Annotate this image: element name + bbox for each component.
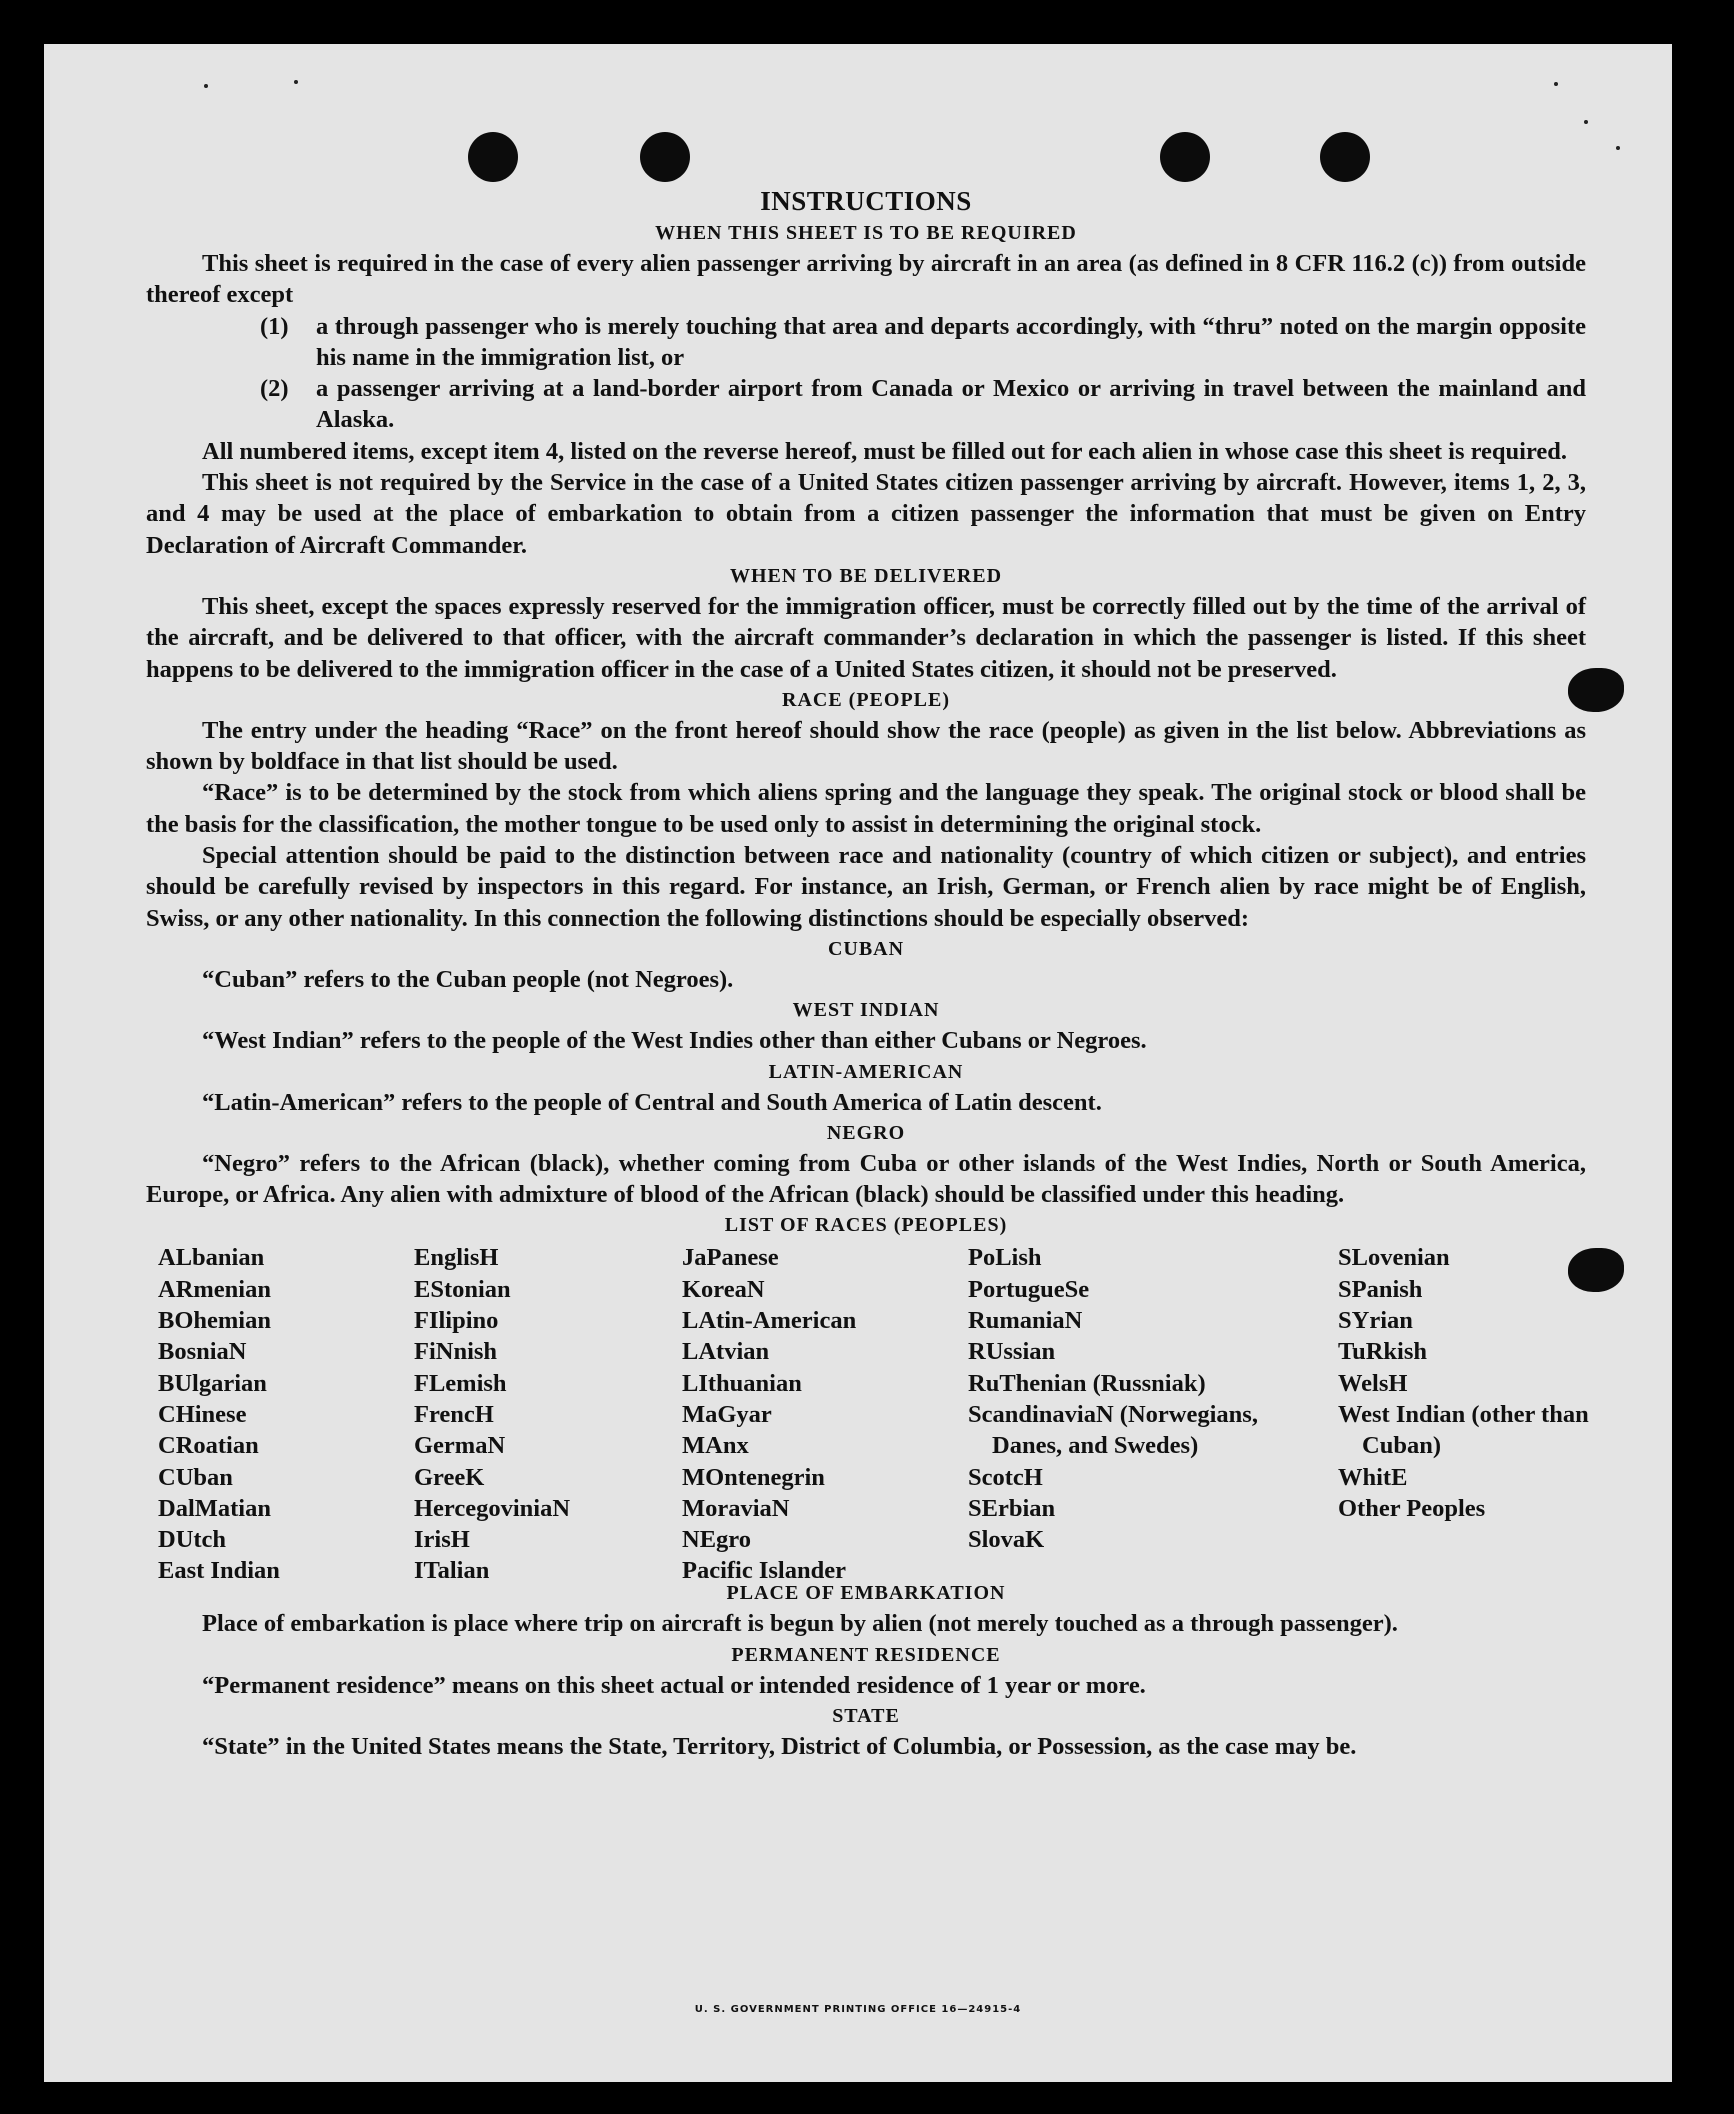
- list-item: [260, 311, 1586, 374]
- paragraph: “Permanent residence” means on this sheet actual or intended residence of 1 year or more.: [202, 1671, 1146, 1699]
- paragraph: The entry under the heading “Race” on the front hereof should show the race (people) as given in the list below. Abbreviations as shown by boldface in that list should be used.: [146, 716, 1586, 776]
- list-number: (1): [260, 312, 289, 340]
- list-text: a through passenger who is merely touching that area and departs accordingly, with “thru” noted on the margin opposite his name in the immigration list, or: [316, 312, 1586, 371]
- race-entry: ARmenian: [158, 1275, 271, 1303]
- races-column-5: [1338, 1242, 1600, 1524]
- section-heading-west-indian: WEST INDIAN: [792, 999, 940, 1022]
- section-heading-latin-american: LATIN-AMERICAN: [768, 1060, 964, 1083]
- section-heading-list-of-races: LIST OF RACES (PEOPLES): [724, 1214, 1008, 1237]
- race-entry: RumaniaN: [968, 1307, 1083, 1335]
- race-entry: East Indian: [158, 1557, 280, 1585]
- race-entry: SLovenian: [1338, 1244, 1450, 1272]
- race-entry: CHinese: [158, 1400, 247, 1428]
- race-entry: IrisH: [414, 1526, 470, 1554]
- race-entry: MaGyar: [682, 1400, 772, 1428]
- race-entry: BOhemian: [158, 1307, 271, 1335]
- punch-hole: [640, 132, 690, 182]
- race-entry: ScotcH: [968, 1463, 1043, 1491]
- race-entry: HercegoviniaN: [414, 1494, 571, 1522]
- document-page: [44, 44, 1672, 2082]
- speck: [1584, 120, 1588, 124]
- race-entry: EnglisH: [414, 1244, 499, 1272]
- speck: [204, 84, 208, 88]
- race-entry: SYrian: [1338, 1307, 1413, 1335]
- race-entry: CUban: [158, 1463, 233, 1491]
- instructions-content: [146, 184, 1589, 1762]
- paragraph: “Latin-American” refers to the people of Central and South America of Latin descent.: [202, 1088, 1102, 1116]
- race-entry: DUtch: [158, 1526, 227, 1554]
- race-entry: GermaN: [414, 1432, 506, 1460]
- race-entry: LAtin-American: [682, 1307, 857, 1335]
- section-heading-race: RACE (PEOPLE): [782, 688, 950, 711]
- list-text: a passenger arriving at a land-border airport from Canada or Mexico or arriving in travel between the mainland and Alaska.: [316, 375, 1586, 434]
- races-list: [146, 1242, 1589, 1585]
- race-entry: Pacific Islander: [682, 1557, 846, 1585]
- race-entry: GreeK: [414, 1463, 485, 1491]
- race-entry: ITalian: [414, 1557, 490, 1585]
- race-entry: CRoatian: [158, 1432, 259, 1460]
- race-entry: ALbanian: [158, 1244, 265, 1272]
- paragraph: “State” in the United States means the State, Territory, District of Columbia, or Possession, as the case may be.: [202, 1733, 1357, 1761]
- race-entry: SlovaK: [968, 1526, 1045, 1554]
- race-entry: MoraviaN: [682, 1494, 790, 1522]
- speck: [1554, 82, 1558, 86]
- paragraph: Special attention should be paid to the distinction between race and nationality (country of which citizen or subject), and entries should be carefully revised by inspectors in this regard. For instance, an Irish, German, or French alien by race might be of English, Swiss, or any other nationality. In this connection the following distinctions should be especially observed:: [146, 842, 1586, 932]
- section-heading-state: STATE: [832, 1705, 900, 1728]
- punch-hole: [1320, 132, 1370, 182]
- page-title: INSTRUCTIONS: [760, 186, 972, 216]
- paragraph: This sheet is required in the case of every alien passenger arriving by aircraft in an area (as defined in 8 CFR 116.2 (c)) from outside thereof except: [146, 250, 1586, 309]
- race-entry: PortugueSe: [968, 1275, 1090, 1303]
- race-entry: BUlgarian: [158, 1369, 267, 1397]
- race-entry: FLemish: [414, 1369, 507, 1397]
- race-entry: FrencH: [414, 1400, 494, 1428]
- race-entry: RuThenian (Russniak): [968, 1369, 1206, 1397]
- paragraph: “Cuban” refers to the Cuban people (not Negroes).: [202, 965, 734, 993]
- race-entry: PoLish: [968, 1244, 1042, 1272]
- race-entry: SErbian: [968, 1494, 1056, 1522]
- race-entry: BosniaN: [158, 1338, 247, 1366]
- race-entry: DalMatian: [158, 1494, 271, 1522]
- section-heading-residence: PERMANENT RESIDENCE: [731, 1643, 1001, 1666]
- paragraph: All numbered items, except item 4, listed on the reverse hereof, must be filled out for each alien in whose case this sheet is required.: [202, 437, 1568, 465]
- race-entry: JaPanese: [682, 1244, 779, 1272]
- speck: [1616, 146, 1620, 150]
- races-column-2: [414, 1242, 664, 1586]
- section-heading-cuban: CUBAN: [827, 937, 905, 960]
- race-entry: SPanish: [1338, 1275, 1423, 1303]
- race-entry: LAtvian: [682, 1338, 770, 1366]
- punch-hole: [468, 132, 518, 182]
- races-column-3: [682, 1242, 952, 1586]
- race-entry: LIthuanian: [682, 1369, 802, 1397]
- race-entry: WelsH: [1338, 1369, 1408, 1397]
- race-entry: EStonian: [414, 1275, 511, 1303]
- section-heading-required: WHEN THIS SHEET IS TO BE REQUIRED: [655, 222, 1077, 244]
- paragraph: This sheet, except the spaces expressly reserved for the immigration officer, must be correctly filled out by the time of the arrival of the aircraft, and be delivered to that officer, with the aircraft commander’s declaration in which the passenger is listed. If this sheet happens to be delivered to the immigration officer in the case of a United States citizen, it should not be preserved.: [146, 592, 1586, 683]
- paragraph: “Negro” refers to the African (black), whether coming from Cuba or other islands of the West Indies, North or South America, Europe, or Africa. Any alien with admixture of blood of the African (black) should be classified under this heading.: [146, 1149, 1586, 1209]
- race-entry: TuRkish: [1338, 1338, 1428, 1366]
- race-entry: ScandinaviaN (Norwegians, Danes, and Swedes): [968, 1400, 1258, 1460]
- race-entry: FiNnish: [414, 1338, 498, 1366]
- paragraph: “Race” is to be determined by the stock from which aliens spring and the language they speak. The original stock or blood shall be the basis for the classification, the mother tongue to be used only to assist in determining the original stock.: [146, 779, 1586, 838]
- race-entry: WhitE: [1338, 1463, 1408, 1491]
- section-heading-embarkation: PLACE OF EMBARKATION: [726, 1582, 1006, 1605]
- race-entry: FIlipino: [414, 1307, 499, 1335]
- paragraph: “West Indian” refers to the people of the West Indies other than either Cubans or Negroes.: [202, 1027, 1147, 1055]
- punch-hole: [1160, 132, 1210, 182]
- race-entry: West Indian (other than Cuban): [1338, 1400, 1589, 1460]
- race-entry: RUssian: [968, 1338, 1056, 1366]
- speck: [294, 80, 298, 84]
- section-heading-delivered: WHEN TO BE DELIVERED: [729, 564, 1003, 587]
- paragraph: Place of embarkation is place where trip on aircraft is begun by alien (not merely touched as a through passenger).: [202, 1610, 1398, 1638]
- race-entry: NEgro: [682, 1526, 751, 1554]
- race-entry: MOntenegrin: [682, 1463, 825, 1491]
- race-entry: Other Peoples: [1338, 1494, 1486, 1522]
- section-heading-negro: NEGRO: [826, 1121, 906, 1144]
- races-column-1: [158, 1242, 398, 1586]
- list-number: (2): [260, 375, 289, 403]
- race-entry: MAnx: [682, 1432, 749, 1460]
- printer-imprint: U. S. GOVERNMENT PRINTING OFFICE 16—24915-4: [694, 2004, 1022, 2015]
- list-item: [260, 373, 1586, 436]
- race-entry: KoreaN: [682, 1275, 765, 1303]
- paragraph: This sheet is not required by the Service in the case of a United States citizen passenger arriving by aircraft. However, items 1, 2, 3, and 4 may be used at the place of embarkation to obtain from a citizen passenger the information that must be given on Entry Declaration of Aircraft Commander.: [146, 469, 1586, 559]
- races-column-4: [968, 1242, 1268, 1555]
